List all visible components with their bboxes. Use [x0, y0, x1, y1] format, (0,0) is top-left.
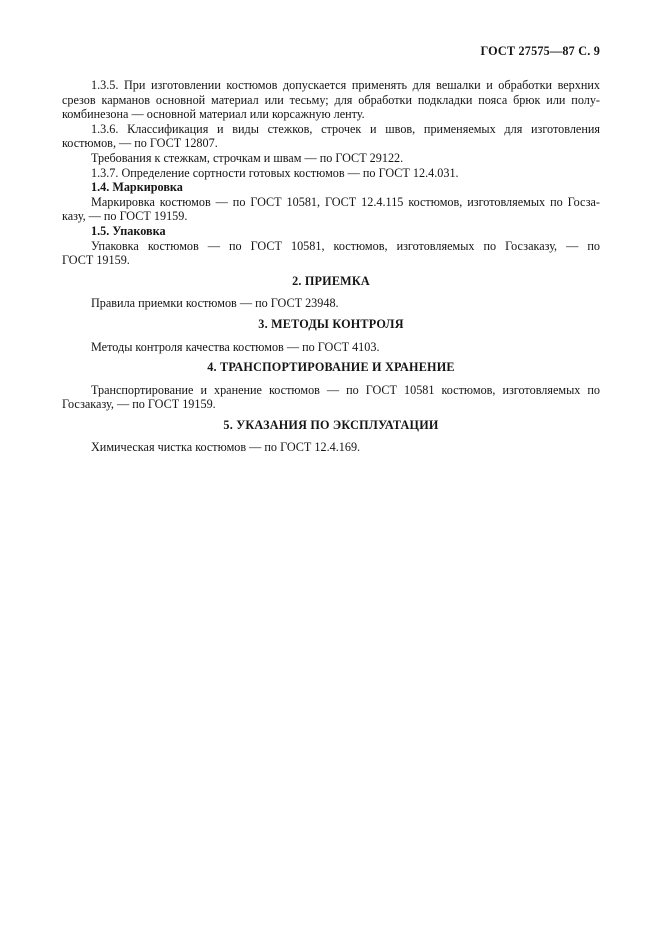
text-line: ГОСТ 19159.: [62, 253, 130, 268]
text-line: Требования к стежкам, строчкам и швам — по ГОСТ 29122.: [91, 150, 404, 165]
text-line: казу, — по ГОСТ 19159.: [62, 209, 188, 224]
text-line: костюмов, — по ГОСТ 12807.: [62, 136, 218, 151]
section-heading-3-control-methods: 3. МЕТОДЫ КОНТРОЛЯ: [258, 316, 404, 331]
section-heading-2-acceptance: 2. ПРИЕМКА: [292, 273, 370, 288]
paragraph-1-3-6: [62, 122, 600, 151]
page-header: [62, 44, 600, 59]
paragraph-acceptance: [62, 296, 600, 311]
paragraph-packing: [62, 239, 600, 268]
text-line: комбинезона — основной материал или корсажную ленту.: [62, 107, 365, 122]
paragraph-1-3-7: [62, 166, 600, 181]
paragraph-dry-cleaning: [62, 440, 600, 455]
text-line: Методы контроля качества костюмов — по ГОСТ 4103.: [91, 339, 380, 354]
document-content: [62, 78, 600, 455]
text-line: 1.3.5. При изготовлении костюмов допускается применять для вешалки и обработки верхних: [91, 78, 600, 92]
subheading-1-4-marking: 1.4. Маркировка: [91, 180, 183, 195]
paragraph-marking: [62, 195, 600, 224]
text-line: Госзаказу, — по ГОСТ 19159.: [62, 397, 216, 412]
paragraph-stitch-requirements: [62, 151, 600, 166]
subheading-1-5-packing: 1.5. Упаковка: [91, 223, 166, 238]
text-line: 1.3.7. Определение сортности готовых костюмов — по ГОСТ 12.4.031.: [91, 165, 459, 180]
document-number: ГОСТ 27575—87 С. 9: [480, 44, 600, 58]
text-line: Правила приемки костюмов — по ГОСТ 23948.: [91, 296, 339, 311]
paragraph-control-methods: [62, 340, 600, 355]
text-line: срезов карманов основной материал или тесьму; для обработки подкладки пояса брюк или полу-: [62, 92, 600, 107]
paragraph-transport-storage: [62, 383, 600, 412]
section-heading-5-operation-instructions: 5. УКАЗАНИЯ ПО ЭКСПЛУАТАЦИИ: [223, 417, 439, 432]
text-line: 1.3.6. Классификация и виды стежков, строчек и швов, применяемых для изготовления: [91, 121, 600, 136]
text-line: Химическая чистка костюмов — по ГОСТ 12.4.169.: [91, 440, 361, 455]
text-line: Маркировка костюмов — по ГОСТ 10581, ГОСТ 12.4.115 костюмов, изготовляемых по Госза-: [91, 194, 600, 209]
text-line: Транспортирование и хранение костюмов — по ГОСТ 10581 костюмов, изготовляемых по: [91, 382, 600, 397]
section-heading-4-transport-storage: 4. ТРАНСПОРТИРОВАНИЕ И ХРАНЕНИЕ: [207, 360, 455, 375]
text-line: Упаковка костюмов — по ГОСТ 10581, костюмов, изготовляемых по Госзаказу, — по: [91, 238, 600, 253]
paragraph-1-3-5: [62, 78, 600, 122]
